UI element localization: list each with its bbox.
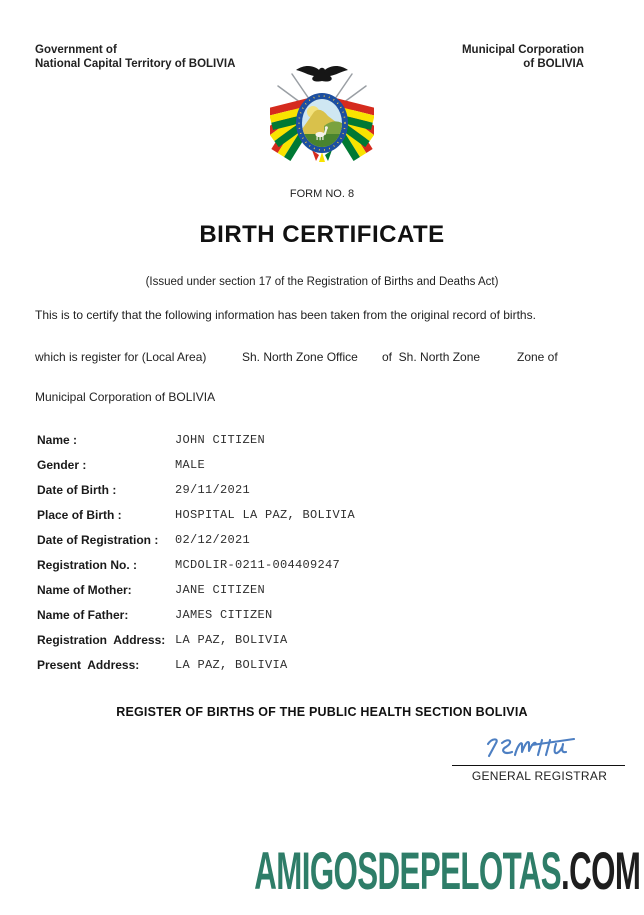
register-of-births-heading: REGISTER OF BIRTHS OF THE PUBLIC HEALTH SECTION BOLIVIA (116, 705, 528, 719)
watermark-dark-text: .COM (560, 842, 640, 901)
issuing-authority-left (35, 44, 235, 71)
field-date-of-registration (37, 533, 597, 558)
certificate-subtitle: (Issued under section 17 of the Registration of Births and Deaths Act) (145, 276, 499, 288)
register-zone-value: of Sh. North Zone (382, 350, 481, 364)
site-watermark (253, 842, 640, 901)
field-place-of-birth (37, 508, 597, 533)
watermark-green-text: AMIGOSDEPELOTAS (253, 842, 561, 901)
bolivia-coat-of-arms-icon (270, 62, 374, 171)
certify-statement: This is to certify that the following information has been taken from the original record of births. (35, 308, 536, 322)
authority-right-line2: of BOLIVIA (523, 57, 584, 70)
field-label: Present Address: (37, 658, 140, 672)
certificate-title: BIRTH CERTIFICATE (199, 221, 445, 248)
field-value: 29/11/2021 (175, 483, 251, 497)
field-date-of-birth (37, 483, 597, 508)
field-name-of-father (37, 608, 597, 633)
authority-left-line1: Government of (35, 44, 117, 56)
field-value: MALE (175, 458, 206, 472)
field-label: Name : (37, 433, 78, 447)
field-value: HOSPITAL LA PAZ, BOLIVIA (175, 508, 356, 522)
field-label: Date of Registration : (37, 533, 159, 547)
signature-rule (452, 765, 625, 766)
field-value: JOHN CITIZEN (175, 433, 266, 447)
field-label: Gender : (37, 458, 87, 472)
field-value: LA PAZ, BOLIVIA (175, 633, 288, 647)
register-area-line (35, 350, 620, 364)
register-office-value: Sh. North Zone Office (242, 350, 358, 364)
certificate-fields (37, 433, 597, 683)
field-label: Name of Mother: (37, 583, 132, 597)
field-label: Registration Address: (37, 633, 166, 647)
field-value: JANE CITIZEN (175, 583, 266, 597)
authority-right-line1: Municipal Corporation (461, 44, 584, 56)
field-value: MCDOLIR-0211-004409247 (175, 558, 341, 572)
field-present-address (37, 658, 597, 683)
field-registration-address (37, 633, 597, 658)
register-line-prefix: which is register for (Local Area) (35, 350, 207, 364)
registrar-signature-icon (482, 735, 597, 763)
field-label: Registration No. : (37, 558, 138, 572)
authority-left-line2: National Capital Territory of BOLIVIA (35, 57, 236, 70)
field-registration-no (37, 558, 597, 583)
issuing-authority-right (462, 44, 584, 71)
field-value: 02/12/2021 (175, 533, 251, 547)
field-label: Place of Birth : (37, 508, 122, 522)
field-label: Name of Father: (37, 608, 129, 622)
field-value: JAMES CITIZEN (175, 608, 273, 622)
form-number: FORM NO. 8 (289, 188, 355, 200)
field-gender (37, 458, 597, 483)
register-line-suffix: Zone of (517, 350, 558, 364)
registrar-title: GENERAL REGISTRAR (471, 769, 608, 783)
field-name-of-mother (37, 583, 597, 608)
registrar-signature-block (452, 735, 627, 783)
field-label: Date of Birth : (37, 483, 117, 497)
field-value: LA PAZ, BOLIVIA (175, 658, 288, 672)
field-name (37, 433, 597, 458)
register-corporation-line: Municipal Corporation of BOLIVIA (35, 390, 216, 404)
